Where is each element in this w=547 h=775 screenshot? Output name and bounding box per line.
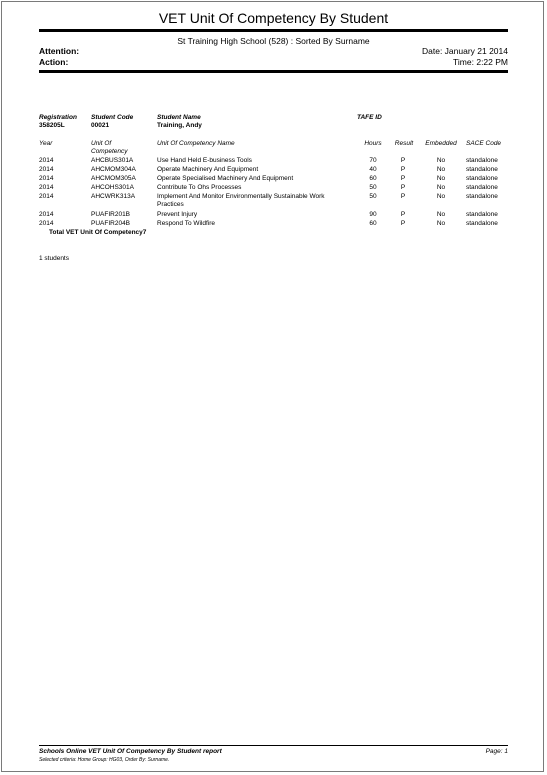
cell-unit: AHCMOM305A [91,175,136,182]
cell-unit: AHCWRK313A [91,193,136,200]
cell-unit-name: Implement And Monitor Environmentally Sustainable Work Practices [157,193,325,208]
cell-sace-code: standalone [466,166,498,173]
cell-result: P [400,175,406,182]
cell-sace-code: standalone [466,211,498,218]
cell-unit: PUAFIR204B [91,220,131,227]
cell-sace-code: standalone [466,220,498,227]
cell-hours: 60 [369,220,377,227]
cell-unit: AHCMOM304A [91,166,136,173]
student-code-label: Student Code [91,114,134,121]
cell-year: 2014 [39,175,54,182]
cell-embedded: No [436,211,446,218]
cell-embedded: No [436,193,446,200]
cell-embedded: No [436,220,446,227]
col-result: Result [394,140,414,147]
cell-hours: 40 [369,166,377,173]
table-row [0,175,547,184]
cell-embedded: No [436,166,446,173]
header-rule [39,70,508,73]
report-subtitle: St Training High School (528) : Sorted By Surname [177,36,370,46]
col-embedded: Embedded [425,140,457,147]
student-name-label: Student Name [157,114,201,121]
table-row [0,184,547,193]
col-hours: Hours [364,140,382,147]
report-time: Time: 2:22 PM [453,57,508,67]
cell-year: 2014 [39,220,54,227]
title-rule [39,29,508,32]
cell-hours: 50 [369,184,377,191]
cell-year: 2014 [39,157,54,164]
cell-unit-name: Operate Specialised Machinery And Equipment [157,175,294,182]
cell-year: 2014 [39,193,54,200]
cell-year: 2014 [39,184,54,191]
page-number: Page: 1 [485,748,508,755]
cell-unit: AHCBUS301A [91,157,134,164]
selected-criteria: Selected criteria: Home Group: HG03, Order By: Surname. [39,757,170,763]
cell-unit: PUAFIR201B [91,211,131,218]
table-row [0,193,547,210]
table-row [0,166,547,175]
cell-sace-code: standalone [466,184,498,191]
col-unit: Unit Of Competency [91,140,128,155]
col-year: Year [39,140,53,147]
cell-hours: 70 [369,157,377,164]
cell-result: P [400,157,406,164]
report-date: Date: January 21 2014 [421,46,508,56]
attention-label: Attention: [39,46,80,56]
cell-result: P [400,211,406,218]
col-sace-code: SACE Code [466,140,502,147]
table-row [0,220,547,229]
cell-sace-code: standalone [466,175,498,182]
cell-sace-code: standalone [466,193,498,200]
cell-unit-name: Prevent Injury [157,211,198,218]
cell-unit-name: Operate Machinery And Equipment [157,166,259,173]
footer-title: Schools Online VET Unit Of Competency By Student report [39,748,222,755]
col-unit-name: Unit Of Competency Name [157,140,235,147]
registration-label: Registration [39,114,77,121]
cell-hours: 90 [369,211,377,218]
total-line: Total VET Unit Of Competency7 [49,229,147,236]
cell-unit: AHCOHS301A [91,184,134,191]
cell-result: P [400,220,406,227]
report-title: VET Unit Of Competency By Student [158,10,389,26]
cell-embedded: No [436,157,446,164]
table-row [0,157,547,166]
cell-hours: 50 [369,193,377,200]
cell-result: P [400,193,406,200]
cell-embedded: No [436,184,446,191]
page-frame [1,1,544,772]
student-name-value: Training, Andy [157,122,202,129]
table-row [0,211,547,220]
student-count: 1 students [39,255,69,262]
cell-unit-name: Use Hand Held E-business Tools [157,157,252,164]
cell-result: P [400,166,406,173]
cell-result: P [400,184,406,191]
cell-year: 2014 [39,166,54,173]
cell-unit-name: Respond To Wildfire [157,220,216,227]
action-label: Action: [39,57,69,67]
student-code-value: 00021 [91,122,110,129]
tafe-id-label: TAFE ID [357,114,382,121]
footer-rule [39,745,508,746]
registration-value: 358205L [39,122,65,129]
cell-sace-code: standalone [466,157,498,164]
cell-unit-name: Contribute To Ohs Processes [157,184,242,191]
cell-embedded: No [436,175,446,182]
cell-year: 2014 [39,211,54,218]
cell-hours: 60 [369,175,377,182]
